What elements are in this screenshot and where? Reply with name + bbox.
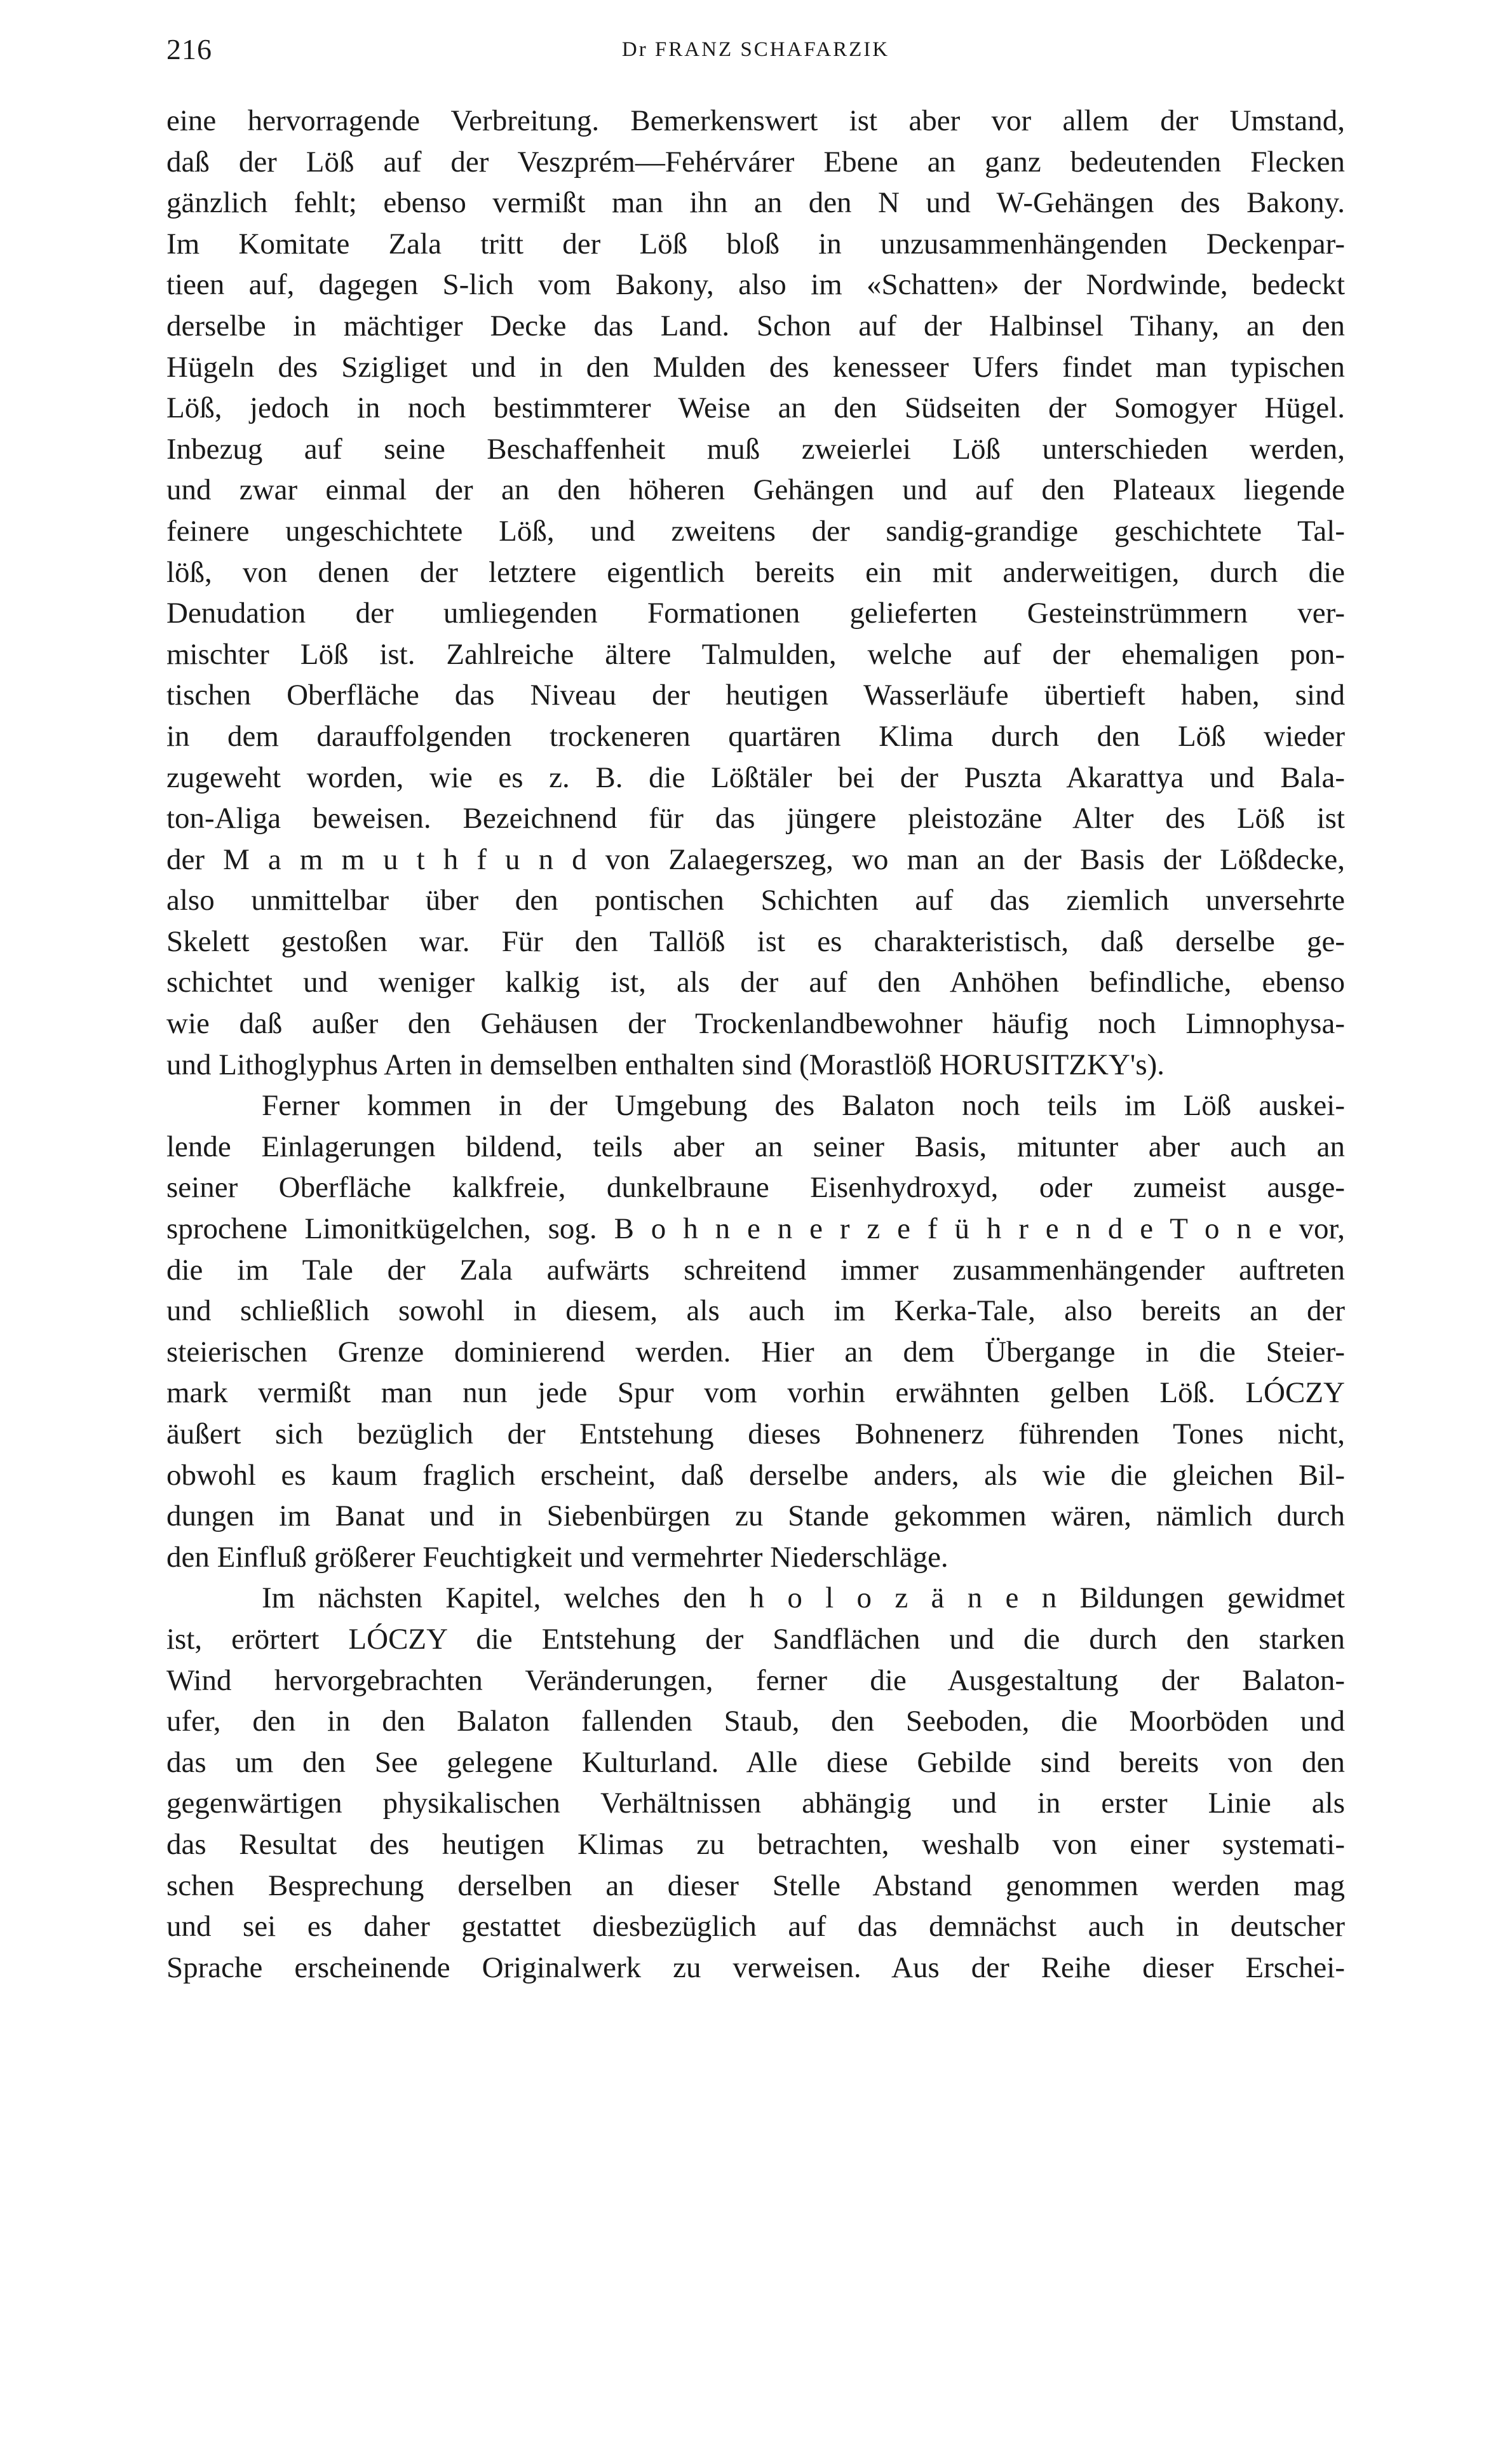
text-line: schichtet und weniger kalkig ist, als der auf den Anhöhen befindliche, ebenso bbox=[166, 966, 1345, 999]
running-title: Dr FRANZ SCHAFARZIK bbox=[621, 38, 890, 61]
text-line: ufer, den in den Balaton fallenden Staub, den Seeboden, die Moorböden und bbox=[166, 1705, 1345, 1738]
running-head bbox=[166, 30, 1345, 69]
text-line: das Resultat des heutigen Klimas zu betrachten, weshalb von einer systemati- bbox=[166, 1827, 1345, 1861]
text-line: den Einfluß größerer Feuchtigkeit und vermehrter Niederschläge. bbox=[166, 1540, 948, 1574]
page-number: 216 bbox=[166, 33, 212, 65]
text-line: tieen auf, dagegen S-lich vom Bakony, also im «Schatten» der Nordwinde, bedeckt bbox=[166, 268, 1345, 302]
text-line: in dem darauffolgenden trockeneren quartären Klima durch den Löß wieder bbox=[166, 719, 1345, 753]
text-line: löß, von denen der letztere eigentlich bereits ein mit anderweitigen, durch die bbox=[166, 555, 1345, 589]
text-line: ton-Aliga beweisen. Bezeichnend für das jüngere pleistozäne Alter des Löß ist bbox=[166, 802, 1345, 835]
text-line: schen Besprechung derselben an dieser Stelle Abstand genommen werden mag bbox=[166, 1869, 1345, 1902]
text-line: dungen im Banat und in Siebenbürgen zu Stande gekommen wären, nämlich durch bbox=[166, 1499, 1345, 1533]
text-line: Im nächsten Kapitel, welches den h o l o z ä n e n Bildungen gewidmet bbox=[262, 1581, 1345, 1615]
text-line: Ferner kommen in der Umgebung des Balaton noch teils im Löß auskei- bbox=[262, 1089, 1345, 1123]
text-line: seiner Oberfläche kalkfreie, dunkelbraune Eisenhydroxyd, oder zumeist ausge- bbox=[166, 1171, 1345, 1205]
text-line: feinere ungeschichtete Löß, und zweitens der sandig-grandige geschichtete Tal- bbox=[166, 514, 1345, 548]
text-line: Im Komitate Zala tritt der Löß bloß in unzusammenhängenden Deckenpar- bbox=[166, 227, 1345, 260]
text-line: Skelett gestoßen war. Für den Tallöß ist es charakteristisch, daß derselbe ge- bbox=[166, 924, 1345, 958]
text-line: äußert sich bezüglich der Entstehung dieses Bohnenerz führenden Tones nicht, bbox=[166, 1417, 1345, 1450]
text-line: und sei es daher gestattet diesbezüglich auf das demnächst auch in deutscher bbox=[166, 1910, 1345, 1944]
text-line: derselbe in mächtiger Decke das Land. Schon auf der Halbinsel Tihany, an den bbox=[166, 309, 1345, 342]
body-text bbox=[166, 100, 1345, 1988]
text-line: und Lithoglyphus Arten in demselben enthalten sind (Morastlöß HORUSITZKY's). bbox=[166, 1048, 1165, 1081]
text-line: tischen Oberfläche das Niveau der heutigen Wasserläufe übertieft haben, sind bbox=[166, 679, 1345, 712]
text-line: zugeweht worden, wie es z. B. die Lößtäler bei der Puszta Akarattya und Bala- bbox=[166, 761, 1345, 794]
text-line: daß der Löß auf der Veszprém—Fehérvárer Ebene an ganz bedeutenden Flecken bbox=[166, 145, 1345, 179]
text-line: also unmittelbar über den pontischen Schichten auf das ziemlich unversehrte bbox=[166, 884, 1345, 917]
text-line: steierischen Grenze dominierend werden. Hier an dem Übergange in die Steier- bbox=[166, 1335, 1345, 1369]
text-line: obwohl es kaum fraglich erscheint, daß derselbe anders, als wie die gleichen Bil- bbox=[166, 1458, 1345, 1492]
text-line: und zwar einmal der an den höheren Gehängen und auf den Plateaux liegende bbox=[166, 473, 1345, 507]
text-line: die im Tale der Zala aufwärts schreitend immer zusammenhängender auftreten bbox=[166, 1253, 1345, 1287]
text-line: der M a m m u t h f u n d von Zalaegerszeg, wo man an der Basis der Lößdecke, bbox=[166, 842, 1345, 876]
text-line: wie daß außer den Gehäusen der Trockenlandbewohner häufig noch Limnophysa- bbox=[166, 1007, 1345, 1041]
text-line: mischter Löß ist. Zahlreiche ältere Talmulden, welche auf der ehemaligen pon- bbox=[166, 637, 1345, 671]
text-line: Inbezug auf seine Beschaffenheit muß zweierlei Löß unterschieden werden, bbox=[166, 432, 1345, 466]
text-line: ist, erörtert LÓCZY die Entstehung der Sandflächen und die durch den starken bbox=[166, 1622, 1345, 1656]
text-line: mark vermißt man nun jede Spur vom vorhin erwähnten gelben Löß. LÓCZY bbox=[166, 1376, 1345, 1410]
text-line: Sprache erscheinende Originalwerk zu verweisen. Aus der Reihe dieser Erschei- bbox=[166, 1951, 1345, 1984]
text-line: und schließlich sowohl in diesem, als auch im Kerka-Tale, also bereits an der bbox=[166, 1294, 1345, 1328]
text-line: Wind hervorgebrachten Veränderungen, ferner die Ausgestaltung der Balaton- bbox=[166, 1663, 1345, 1697]
text-line: gänzlich fehlt; ebenso vermißt man ihn an den N und W-Gehängen des Bakony. bbox=[166, 186, 1345, 220]
text-line: lende Einlagerungen bildend, teils aber an seiner Basis, mitunter aber auch an bbox=[166, 1130, 1345, 1163]
text-line: gegenwärtigen physikalischen Verhältnissen abhängig und in erster Linie als bbox=[166, 1787, 1345, 1820]
text-line: das um den See gelegene Kulturland. Alle diese Gebilde sind bereits von den bbox=[166, 1745, 1345, 1779]
text-line: Hügeln des Szigliget und in den Mulden des kenesseer Ufers findet man typischen bbox=[166, 350, 1345, 384]
text-line: Denudation der umliegenden Formationen gelieferten Gesteinstrümmern ver- bbox=[166, 597, 1345, 630]
text-line: Löß, jedoch in noch bestimmterer Weise an den Südseiten der Somogyer Hügel. bbox=[166, 391, 1345, 425]
text-line: eine hervorragende Verbreitung. Bemerkenswert ist aber vor allem der Umstand, bbox=[166, 104, 1345, 137]
text-line: sprochene Limonitkügelchen, sog. B o h n e n e r z e f ü h r e n d e T o n e vor, bbox=[166, 1212, 1345, 1246]
